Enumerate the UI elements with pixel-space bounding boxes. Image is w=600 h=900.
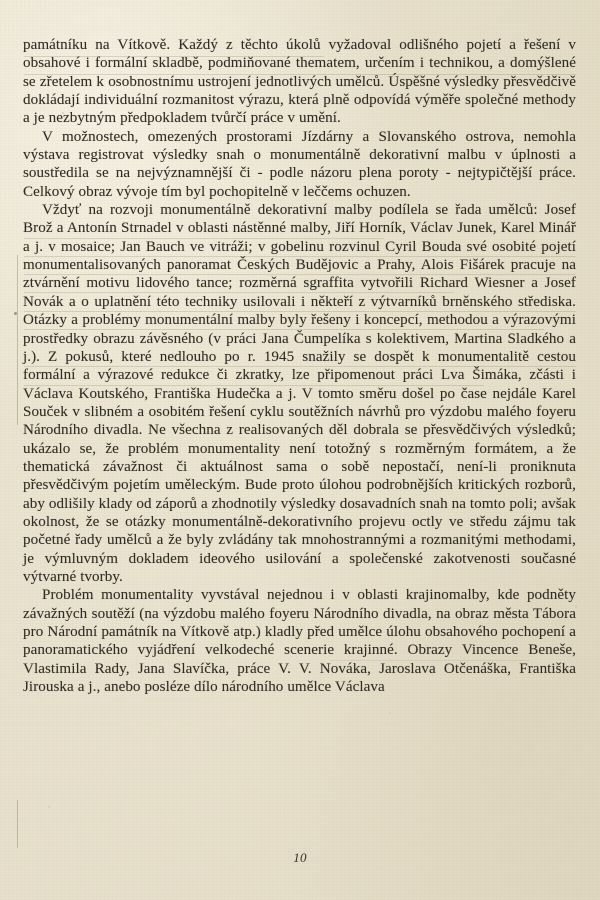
margin-line-mark <box>17 255 18 425</box>
paragraph: V možnostech, omezených prostorami Jízdárny a Slovanského ostrova, nemohla výstava registrovat výsledky snah o monumentálně dekorativní malbu v úplnosti a soustředila se na nejvýznamnější či - podle názoru plena poroty - nejtypičtější práce. Celkový obraz vývoje tím byl pochopitelně v leččems ochuzen. <box>23 128 576 200</box>
paragraph: památníku na Vítkově. Každý z těchto úkolů vyžadoval odlišného pojetí a řešení v obsahové i formální skladbě, podmiňované thematem, určením i technikou, a domýšlené se zřetelem k osobnostnímu ustrojení jednotlivých umělců. Úspěšné výsledky přesvědčivě dokládají individuální rozmanitost výrazu, která plně odpovídá výměře společné methody a je nezbytným předpokladem tvůrčí práce v umění. <box>23 37 576 127</box>
paragraph: Problém monumentality vyvstával nejednou i v oblasti krajinomalby, kde podněty závažných soutěží (na výzdobu malého foyeru Národního divadla, na obraz města Tábora pro Národní památník na Vítkově atp.) kladly před umělce úlohu obsahového pochopení a panoramatického vyjádření velkodeché scenerie krajinné. Obrazy Vincence Beneše, Vlastimila Rady, Jana Slavíčka, práce V. V. Nováka, Jaroslava Otčenáška, Františka Jirouska a j., anebo posléze dílo národního umělce Václava <box>23 587 576 696</box>
margin-line-mark <box>17 800 18 848</box>
paragraph: Vždyť na rozvoji monumentálně dekorativní malby podílela se řada umělců: Josef Brož a Antonín Strnadel v oblasti nástěnné malby, Jiří Horník, Václav Junek, Karel Minář a j. v mosaice; Jan Bauch ve vitráži; v gobelinu rozvinul Cyril Bouda své osobité pojetí monumentalisovaných panoramat Českých Budějovic a Prahy, Alois Fišárek pracuje na ztvárnění motivu lidového tance; rozměrná sgraffita vytvořili Richard Wiesner a Josef Novák a o uplatnění této techniky usilovali i někteří z výtvarníků brněnského střediska. Otázky a problémy monumentální malby byly řešeny i koncepcí, methodou a výrazovými prostředky obrazu závěsného (v práci Jana Čumpelíka s kolektivem, Martina Sladkého a j.). Z pokusů, které nedlouho po r. 1945 snažily se dospět k monumentalitě cestou formální a výrazové redukce či zkratky, lze připomenout práci Lva Šimáka, zčásti i Václava Koutského, Františka Hudečka a j. V tomto směru došel po čase nejdále Karel Souček v slibném a osobitém řešení cyklu soutěžních návrhů pro výzdobu malého foyeru Národního divadla. Ne všechna z realisovaných děl dobrala se přesvědčivých výsledků; ukázalo se, že problém monumentality není totožný s rozměrným formátem, a že thematická závažnost či aktuálnost sama o sobě nepostačí, není-li proniknuta přesvědčivým pojetím uměleckým. Bude proto úlohou podrobnějších kritických rozborů, aby odlišily klady od záporů a zhodnotily výsledky dosavadních snah na tomto poli; avšak okolnost, že se otázky monumentálně-dekorativního projevu octly ve středu zájmu tak početné řady umělců a že byly zvládány tak mnohostrannými a rozmanitými methodami, je výmluvným dokladem ideového usilování a společenské zakotvenosti současné výtvarné tvorby. <box>23 202 576 585</box>
body-text-block <box>23 36 576 696</box>
paper-speck <box>389 712 391 714</box>
paper-speck <box>48 806 50 808</box>
page-number: 10 <box>293 850 307 865</box>
margin-dot-mark <box>14 312 17 315</box>
